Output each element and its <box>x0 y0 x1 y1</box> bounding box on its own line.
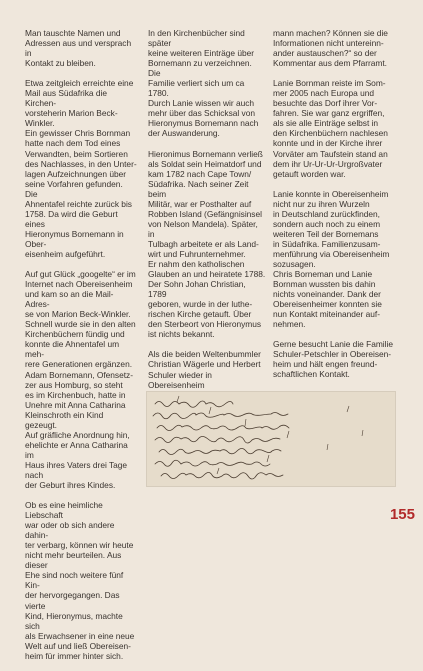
paragraph: Etwa zeitgleich erreichte eine Mail aus Südafrika die Kirchen- vorsteherin Marion Beck-Winkler. Ein gewisser Chris Bornman hatte nach dem Tod eines Verwandten, beim Sortieren des Nachlasses, in den Unter- lagen Aufzeichnungen über seine Vorfahren gefunden. Die Ahnentafel reichte zurück bis 1758. Da wird die Geburt eines Hieronymus Bornemann in Ober- eisenheim aufgeführt. <box>25 78 137 259</box>
text-column-1 <box>25 28 137 671</box>
paragraph: Lanie Bornman reiste im Som- mer 2005 nach Europa und besuchte das Dorf ihrer Vor- fahren. Sie war ganz ergriffen, als sie alle Einträge selbst in den Kirchenbüchern nachlesen konnte und in der Kirche ihrer Vorväter am Taufstein stand an dem ihr Ur-Ur-Ur-Urgroßvater getauft worden war. <box>273 78 388 179</box>
church-register-manuscript-image <box>146 391 396 487</box>
page-number: 155 <box>389 506 415 523</box>
paragraph: In den Kirchenbücher sind später keine weiteren Einträge über Bornemann zu verzeichnen. Die Familie verliert sich um ca 1780. Durch Lanie wissen wir auch mehr über das Schicksal von Hieronymus Bornemann nach der Auswanderung. <box>148 28 259 139</box>
paragraph: Auf gut Glück „googelte“ er im Internet nach Obereisenheim und kam so an die Mail-Adres- se von Marion Beck-Winkler. Schnell wurde sie in den alten Kirchenbüchern fündig und konnte die Ahnentafel um meh- rere Generationen ergänzen. Adam Bornemann, Ofensetz- zer aus Homburg, so steht es im Kirchenbuch, hatte in Unehre mit Anna Catharina Kleinschroth ein Kind gezeugt. Auf gräfliche Anordnung hin, ehelichte er Anna Catharina im Haus ihres Vaters drei Tage nach der Geburt ihres Kindes. <box>25 269 136 491</box>
paragraph: Als die beiden Weltenbummler Christian Wägerle und Herbert Schuler wieder in Obereisenheim <box>148 349 261 390</box>
paragraph: Lanie konnte in Obereisenheim nicht nur zu ihren Wurzeln in Deutschland zurückfinden, sondern auch noch zu einem weiteren Teil der Bornemans in Südafrika. Familienzusam- menführung via Obereisenheim sozusagen. Chris Borneman und Lanie Bornman wussten bis dahin nichts voneinander. Dank der Obereisenheimer konnten sie nun Kontakt miteinander auf- nehmen. <box>273 188 390 330</box>
handwriting-scan <box>147 392 396 487</box>
paragraph: mann machen? Können sie die Informationen nicht untereinn- ander austauschen?“ so der Kommentar aus dem Pfarramt. <box>273 28 388 69</box>
paragraph: Gerne besucht Lanie die Familie Schuler-Petschler in Obereisen- heim und hält engen freund- schaftlichen Kontakt. <box>273 339 393 380</box>
paragraph: Hieronimus Bornemann verließ als Soldat sein Heimatdorf und kam 1782 nach Cape Town/ Südafrika. Nach seiner Zeit beim Militär, war er Posthalter auf Robben Island (Gefängnisinsel von Nelson Mandela). Später, in Tulbagh arbeitete er als Land- wirt und Fuhrunternehmer. Er nahm den katholischen Glauben an und heiratete 1788. Der Sohn Johan Christian, 1789 geboren, wurde in der luthe- rischen Kirche getauft. Über den Sterbeort von Hieronymus ist nichts bekannt. <box>148 148 266 340</box>
paragraph: Ob es eine heimliche Liebschaft war oder ob sich andere dahin- ter verbarg, können wir heute nicht mehr beurteilen. Aus dieser Ehe sind noch weitere fünf Kin- der hervorgegangen. Das vierte Kind, Hieronymus, machte sich als Erwachsener in eine neue Welt auf und ließ Obereisen- heim für immer hinter sich. <box>25 500 135 661</box>
paragraph: Man tauschte Namen und Adressen aus und versprach in Kontakt zu bleiben. <box>25 28 132 69</box>
text-column-3 <box>273 28 395 390</box>
